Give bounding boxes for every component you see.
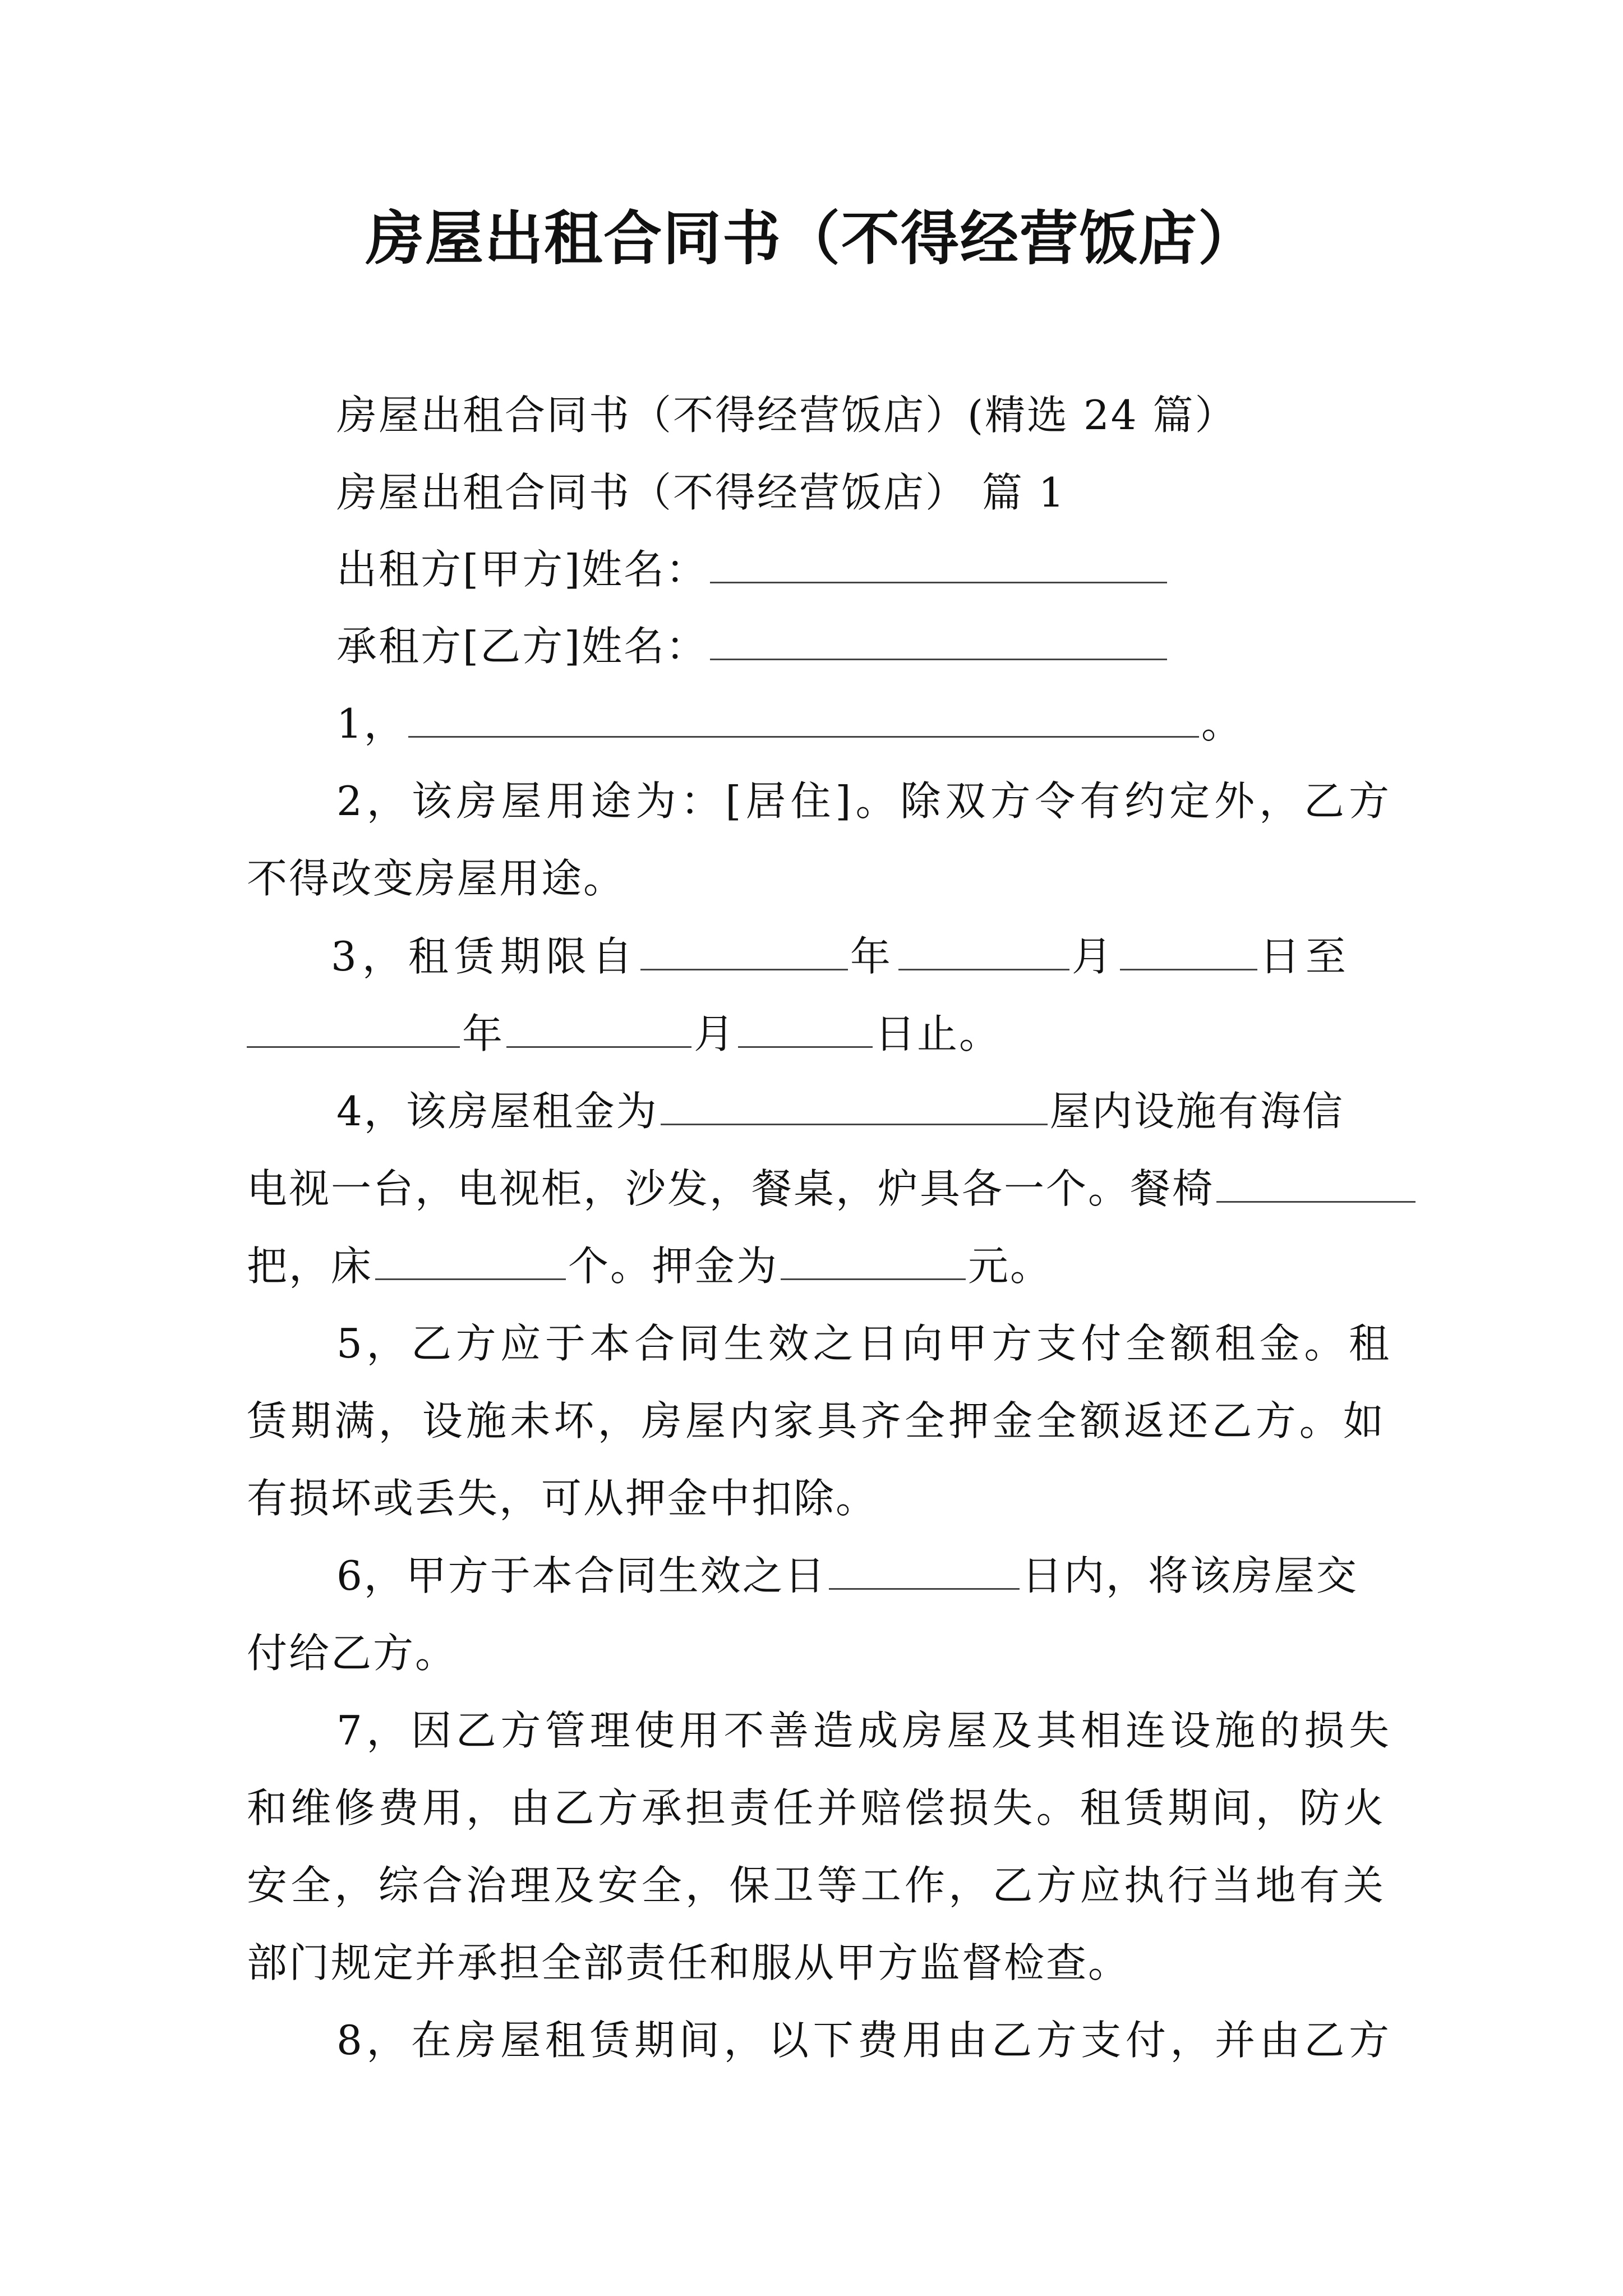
item-4-bed-label: 把，床 xyxy=(247,1243,374,1290)
item-7-line-3: 安全，综合治理及安全，保卫等工作，乙方应执行当地有关 xyxy=(247,1862,1385,1909)
item-4-line-2 xyxy=(247,1161,1418,1217)
item-4-rent-blank xyxy=(661,1089,1048,1125)
item-6-delivery-label: 日内，将该房屋交 xyxy=(1021,1552,1358,1599)
item-1-suffix: 。 xyxy=(1201,700,1243,747)
lessor-name-blank xyxy=(710,547,1167,583)
item-3-start-year-blank xyxy=(640,934,848,970)
lessee-name-row xyxy=(336,618,1169,674)
item-3-start-label: 3，租赁期限自 xyxy=(331,933,638,980)
item-2-line-1: 2，该房屋用途为：[居住]。除双方令有约定外，乙方 xyxy=(336,777,1391,825)
item-3-line-1 xyxy=(331,928,1352,984)
document-subtitle: 房屋出租合同书（不得经营饭店）(精选 24 篇） xyxy=(336,392,1237,439)
document-title: 房屋出租合同书（不得经营饭店） xyxy=(365,204,1257,273)
item-3-start-day-blank xyxy=(1120,934,1257,970)
lessee-label: 承租方[乙方]姓名： xyxy=(336,623,708,670)
item-3-line-2 xyxy=(247,1006,1001,1062)
item-6-line-1 xyxy=(336,1548,1358,1604)
item-3-end-year-blank xyxy=(247,1011,460,1048)
item-3-end-label: 日止。 xyxy=(875,1010,1002,1057)
item-4-deposit-label: 个。押金为 xyxy=(568,1243,779,1290)
item-1-blank xyxy=(408,701,1199,738)
item-2-line-2: 不得改变房屋用途。 xyxy=(247,855,626,902)
item-5-line-3: 有损坏或丢失，可从押金中扣除。 xyxy=(247,1475,878,1522)
item-4-chairs-blank xyxy=(1216,1166,1415,1203)
item-4-currency-label: 元。 xyxy=(968,1243,1053,1290)
item-4-rent-label: 4，该房屋租金为 xyxy=(336,1088,658,1135)
item-4-facilities-label: 屋内设施有海信 xyxy=(1049,1088,1344,1135)
item-3-end-day-blank xyxy=(738,1011,873,1048)
lessor-name-row xyxy=(336,541,1169,597)
item-7-line-2: 和维修费用，由乙方承担责任并赔偿损失。租赁期间，防火 xyxy=(247,1784,1385,1832)
item-3-end-month-blank xyxy=(506,1011,691,1048)
lessee-name-blank xyxy=(710,624,1167,660)
item-5-line-1: 5，乙方应于本合同生效之日向甲方支付全额租金。租 xyxy=(336,1320,1391,1367)
item-6-label: 6，甲方于本合同生效之日 xyxy=(336,1552,827,1599)
item-7-line-1: 7，因乙方管理使用不善造成房屋及其相连设施的损失 xyxy=(336,1707,1391,1754)
item-4-line-1 xyxy=(336,1083,1344,1139)
item-6-line-2: 付给乙方。 xyxy=(247,1630,458,1677)
item-5-line-2: 赁期满，设施未坏，房屋内家具齐全押金全额返还乙方。如 xyxy=(247,1397,1385,1444)
item-3-end-year-label: 年 xyxy=(462,1010,505,1057)
section-heading: 房屋出租合同书（不得经营饭店） 篇 1 xyxy=(336,469,1066,516)
item-3-month-label: 月 xyxy=(1071,933,1118,980)
item-3-start-month-blank xyxy=(898,934,1069,970)
item-3-end-month-label: 月 xyxy=(694,1010,736,1057)
item-3-to-label: 日至 xyxy=(1259,933,1352,980)
item-3-year-label: 年 xyxy=(850,933,896,980)
lessor-label: 出租方[甲方]姓名： xyxy=(336,546,708,593)
item-6-days-blank xyxy=(829,1553,1020,1590)
item-1-prefix: 1， xyxy=(336,700,406,747)
item-8-line-1: 8，在房屋租赁期间，以下费用由乙方支付，并由乙方 xyxy=(336,2017,1391,2064)
item-4-bed-blank xyxy=(375,1244,566,1280)
item-4-deposit-blank xyxy=(781,1244,966,1280)
item-4-facilities-text: 电视一台，电视柜，沙发，餐桌，炉具各一个。餐椅 xyxy=(247,1165,1215,1212)
item-1-row xyxy=(336,696,1243,752)
item-4-line-3 xyxy=(247,1238,1052,1294)
item-7-line-4: 部门规定并承担全部责任和服从甲方监督检查。 xyxy=(247,1939,1131,1986)
